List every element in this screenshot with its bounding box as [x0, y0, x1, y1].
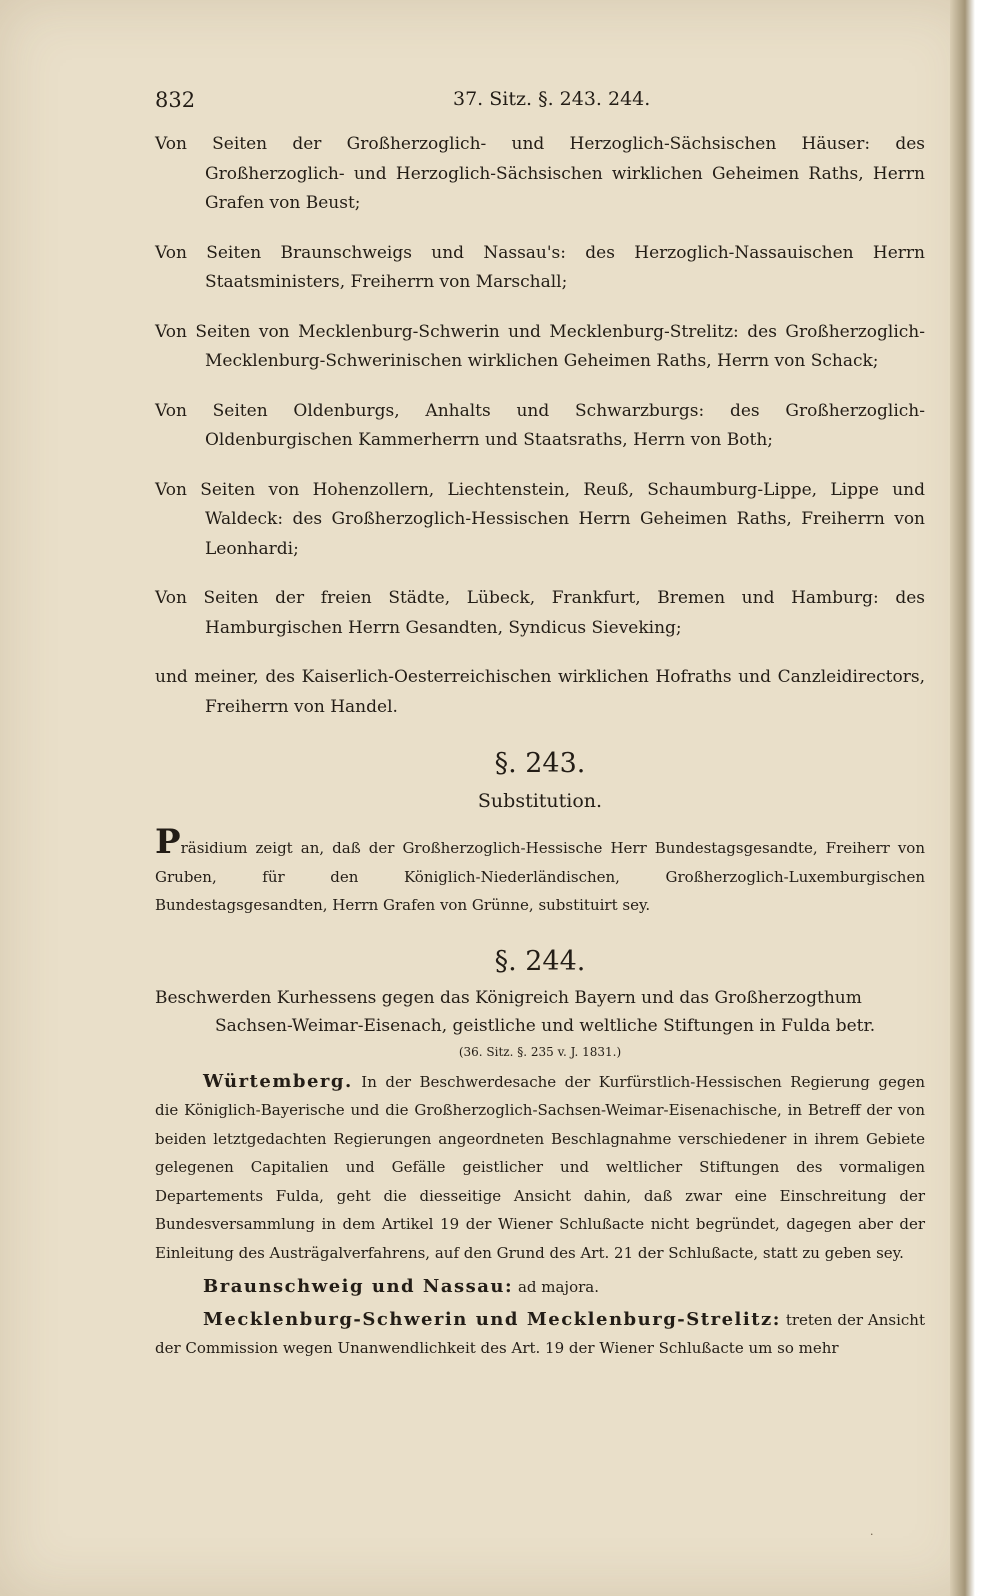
delegate-entry: Von Seiten der freien Städte, Lübeck, Frankfurt, Bremen und Hamburg: des Hamburgischen Herrn Gesandten, Syndicus Sieveking; [155, 588, 925, 638]
delegate-entry: Von Seiten der Großherzoglich- und Herzoglich-Sächsischen Häuser: des Großherzoglich- und Herzoglich-Sächsischen wirklichen Geheimen Raths, Herrn Grafen von Beust; [155, 134, 925, 213]
delegate-entry: Von Seiten Braunschweigs und Nassau's: des Herzoglich-Nassauischen Herrn Staatsministers, Freiherrn von Marschall; [155, 242, 925, 292]
section-244-title [155, 984, 925, 1040]
section-243-subheading: Substitution. [477, 790, 603, 812]
mecklenburg-text: treten der Ansicht der Commission wegen Unanwendlichkeit des Art. 19 der Wiener Schlußacte um so mehr [155, 1310, 925, 1357]
speaker-wurtemberg: Würtemberg. [203, 1070, 353, 1092]
section-243-text: räsidium zeigt an, daß der Großherzoglich-Hessische Herr Bundestagsgesandte, Freiherr von Gruben, für den Königlich-Niederländischen, Großherzoglich-Luxemburgischen Bundestagsgesandten, Herrn Grafen von Grünne, substituirt sey. [155, 839, 925, 914]
speaker-braunschweig-nassau: Braunschweig und Nassau: [203, 1276, 514, 1297]
delegate-entry: Von Seiten von Mecklenburg-Schwerin und Mecklenburg-Strelitz: des Großherzoglich-Mecklenburg-Schwerinischen wirklichen Geheimen Raths, Herrn von Schack; [155, 321, 925, 371]
delegate-entry: Von Seiten von Hohenzollern, Liechtenstein, Reuß, Schaumburg-Lippe, Lippe und Waldeck: des Großherzoglich-Hessischen Herrn Geheimen Raths, Freiherrn von Leonhardi; [155, 479, 925, 559]
mecklenburg-paragraph [155, 1306, 925, 1363]
wurtemberg-text: In der Beschwerdesache der Kurfürstlich-Hessischen Regierung gegen die Königlich-Bayerische und die Großherzoglich-Sachsen-Weimar-Eisenachische, in Betreff der von beiden letztgedachten Regierungen angeordneten Beschlagnahme verschiedener in ihrem Gebiete gelegenen Capitalien und Gefälle geistlicher und weltlicher Stiftungen des vormaligen Departements Fulda, geht die diesseitige Ansicht dahin, daß zwar eine Einschreitung der Bundesversammlung in dem Artikel 19 der Wiener Schlußacte nicht begründet, dagegen aber der Einleitung des Austrägalverfahrens, auf den Grund des Art. 21 der Schlußacte, statt zu geben sey. [155, 1072, 925, 1262]
wurtemberg-paragraph [155, 1068, 925, 1268]
section-243-heading: §. 243. [494, 748, 586, 779]
page-body [155, 130, 925, 1363]
braunschweig-text: ad majora. [517, 1278, 599, 1296]
delegate-entry: Von Seiten Oldenburgs, Anhalts und Schwarzburgs: des Großherzoglich-Oldenburgischen Kammerherrn und Staatsraths, Herrn von Both; [155, 400, 925, 450]
page-speck: · [870, 1528, 874, 1541]
speaker-mecklenburg: Mecklenburg-Schwerin und Mecklenburg-Strelitz: [203, 1308, 781, 1330]
section-244-title-line2: Sachsen-Weimar-Eisenach, geistliche und weltliche Stiftungen in Fulda betr. [215, 1015, 876, 1036]
closing-entry: und meiner, des Kaiserlich-Oesterreichischen wirklichen Hofraths und Canzleidirectors, Freiherrn von Handel. [155, 667, 925, 717]
page-number: 832 [155, 88, 196, 112]
braunschweig-paragraph [155, 1273, 925, 1302]
page-header [155, 88, 897, 122]
running-head: 37. Sitz. §. 243. 244. [453, 88, 651, 110]
section-243-body [155, 822, 925, 920]
section-244-title-line1: Beschwerden Kurhessens gegen das Königreich Bayern und das Großherzogthum [155, 987, 862, 1008]
section-244-heading: §. 244. [494, 945, 586, 977]
section-244-reference: (36. Sitz. §. 235 v. J. 1831.) [458, 1044, 622, 1059]
page-edge [950, 0, 975, 1596]
drop-cap: P [155, 822, 181, 862]
